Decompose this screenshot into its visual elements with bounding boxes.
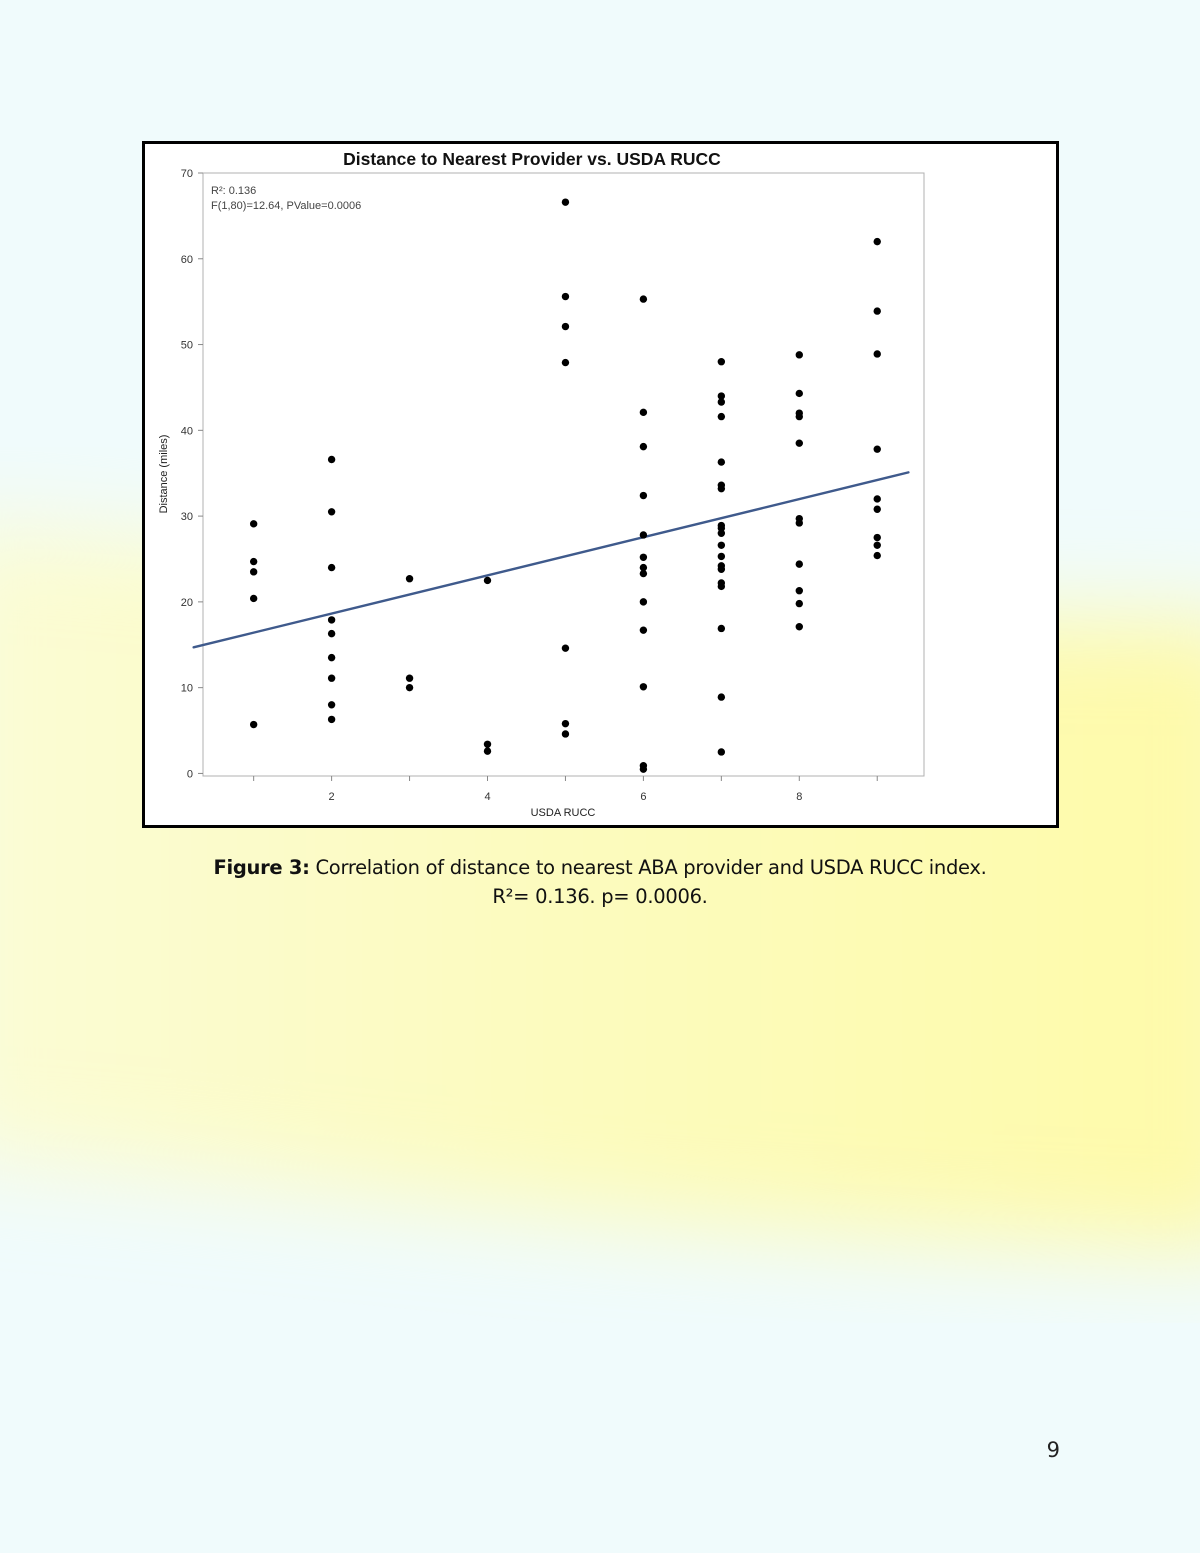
x-tick-label: 4 xyxy=(484,791,491,803)
data-point xyxy=(718,485,725,492)
data-point xyxy=(874,445,881,452)
figure-caption-stats: R²= 0.136. p= 0.0006. xyxy=(492,885,708,908)
data-point xyxy=(250,558,257,565)
data-point xyxy=(874,350,881,357)
data-point xyxy=(718,413,725,420)
data-point xyxy=(484,741,491,748)
figure-caption-text: Correlation of distance to nearest ABA provider and USDA RUCC index. xyxy=(309,856,987,879)
data-point xyxy=(718,566,725,573)
y-tick-label: 20 xyxy=(180,596,193,609)
data-point xyxy=(484,577,491,584)
data-point xyxy=(718,398,725,405)
data-point xyxy=(796,439,803,446)
x-tick-label: 8 xyxy=(796,791,803,803)
plot-area-border xyxy=(203,173,924,776)
data-point xyxy=(796,560,803,567)
data-point xyxy=(640,531,647,538)
data-point xyxy=(562,323,569,330)
data-point xyxy=(328,654,335,661)
annotation-r2: R²: 0.136 xyxy=(211,185,257,197)
figure-caption xyxy=(150,856,1050,879)
data-point xyxy=(718,583,725,590)
data-point xyxy=(640,492,647,499)
x-axis xyxy=(254,776,878,803)
data-point xyxy=(328,456,335,463)
y-tick-label: 10 xyxy=(180,682,193,695)
data-point xyxy=(562,198,569,205)
figure-caption-label: Figure 3: xyxy=(213,856,310,879)
y-tick-label: 60 xyxy=(180,253,193,266)
data-point xyxy=(718,553,725,560)
data-point xyxy=(796,600,803,607)
data-point xyxy=(328,616,335,623)
x-axis-label: USDA RUCC xyxy=(530,807,596,819)
data-point xyxy=(328,564,335,571)
data-point xyxy=(718,542,725,549)
data-point xyxy=(640,626,647,633)
data-point xyxy=(640,409,647,416)
y-tick-label: 0 xyxy=(186,768,193,781)
data-point xyxy=(874,534,881,541)
data-point xyxy=(250,595,257,602)
data-point xyxy=(562,730,569,737)
y-tick-label: 30 xyxy=(180,511,193,524)
data-point xyxy=(718,748,725,755)
data-point xyxy=(874,238,881,245)
data-point xyxy=(640,683,647,690)
data-point xyxy=(562,644,569,651)
data-point xyxy=(406,575,413,582)
data-point xyxy=(406,675,413,682)
data-point xyxy=(328,630,335,637)
data-point xyxy=(796,413,803,420)
data-point xyxy=(484,747,491,754)
data-point xyxy=(796,519,803,526)
page-number: 9 xyxy=(1046,1438,1060,1462)
data-point xyxy=(640,765,647,772)
data-point xyxy=(640,570,647,577)
data-point xyxy=(874,552,881,559)
data-point xyxy=(250,520,257,527)
data-point xyxy=(874,506,881,513)
data-point xyxy=(328,508,335,515)
y-axis-label: Distance (miles) xyxy=(158,434,170,514)
data-point xyxy=(874,495,881,502)
data-point xyxy=(640,554,647,561)
data-point xyxy=(874,542,881,549)
y-tick-label: 70 xyxy=(180,168,193,180)
data-point xyxy=(718,458,725,465)
y-axis xyxy=(181,168,203,780)
data-point xyxy=(562,293,569,300)
scatter-chart xyxy=(145,144,1056,825)
data-point xyxy=(796,351,803,358)
data-point xyxy=(718,625,725,632)
data-point xyxy=(796,623,803,630)
data-point xyxy=(640,295,647,302)
chart-frame xyxy=(142,141,1059,828)
x-tick-label: 6 xyxy=(640,791,647,803)
data-point xyxy=(406,684,413,691)
data-point xyxy=(796,390,803,397)
data-point xyxy=(328,716,335,723)
y-tick-label: 40 xyxy=(180,425,193,438)
data-point xyxy=(250,721,257,728)
data-point xyxy=(796,587,803,594)
data-point xyxy=(718,358,725,365)
data-point xyxy=(640,443,647,450)
data-point xyxy=(562,720,569,727)
annotation-f-test: F(1,80)=12.64, PValue=0.0006 xyxy=(211,200,362,212)
y-tick-label: 50 xyxy=(180,339,193,352)
data-point xyxy=(718,530,725,537)
data-point xyxy=(328,701,335,708)
data-point xyxy=(562,359,569,366)
data-point xyxy=(718,693,725,700)
data-point xyxy=(640,598,647,605)
data-point xyxy=(328,675,335,682)
data-point xyxy=(874,307,881,314)
chart-title: Distance to Nearest Provider vs. USDA RUCC xyxy=(343,149,721,169)
data-point xyxy=(250,568,257,575)
x-tick-label: 2 xyxy=(328,791,335,803)
